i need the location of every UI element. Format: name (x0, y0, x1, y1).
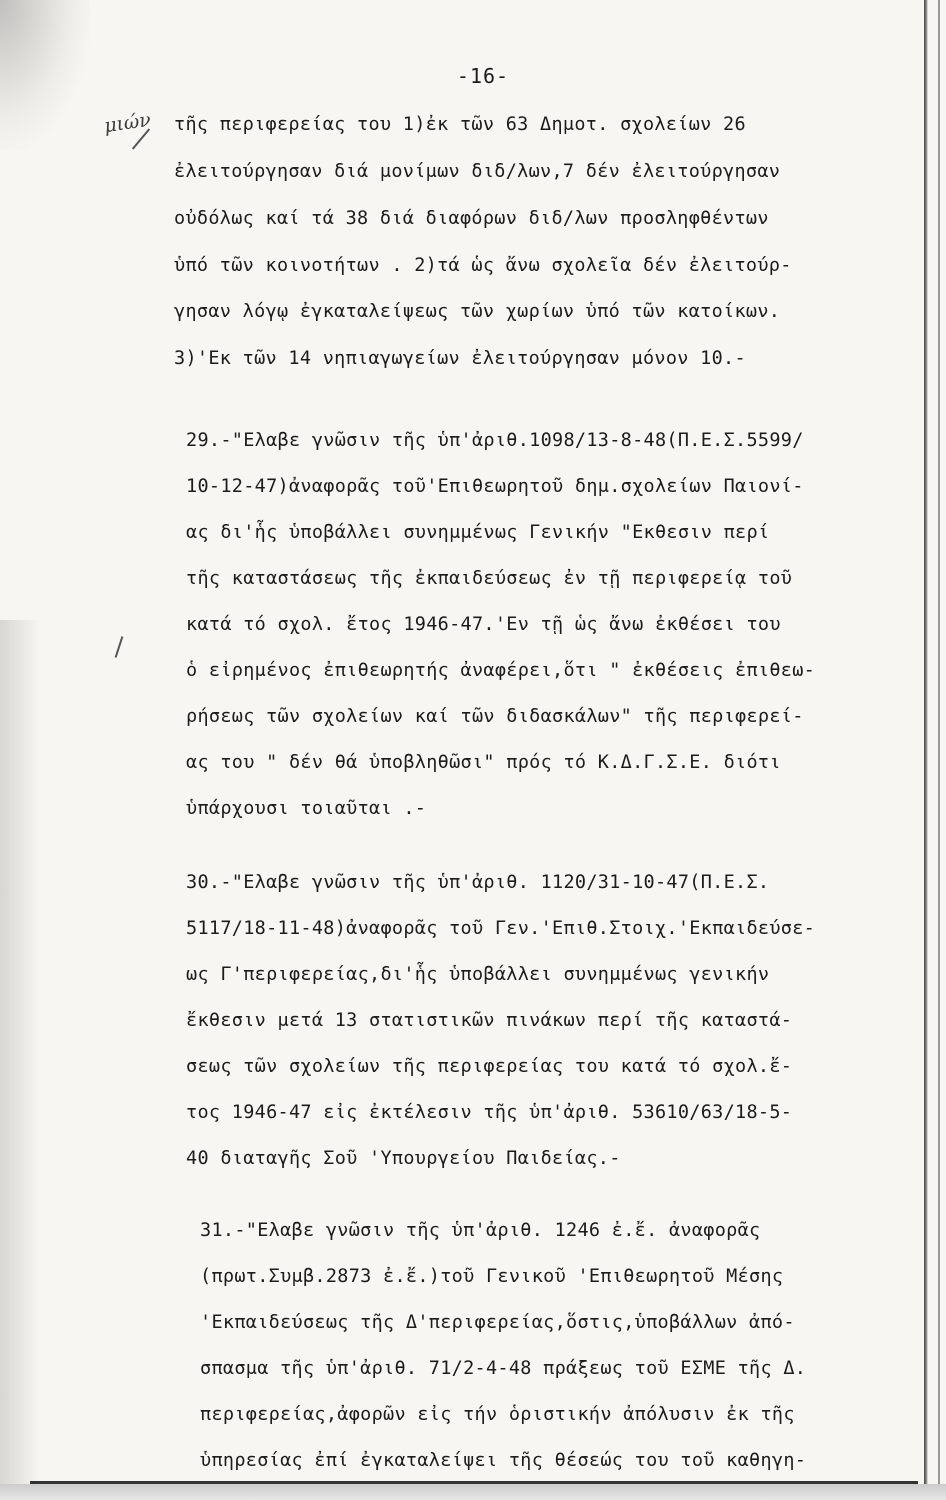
text-line: 31.-"Ελαβε γνῶσιν τῆς ὑπ'ἀριθ. 1246 ἐ.ἔ. ἀναφορᾶς (200, 1220, 761, 1241)
binding-edge (924, 0, 928, 1500)
text-line: ἔκθεσιν μετά 13 στατιστικῶν πινάκων περί τῆς καταστά- (186, 1010, 793, 1031)
text-line: τος 1946-47 εἰς ἐκτέλεσιν τῆς ὑπ'ἀριθ. 53610/63/18-5- (186, 1102, 793, 1123)
text-line: περιφερείας,ἀφορῶν εἰς τήν ὁριστικήν ἀπόλυσιν ἐκ τῆς (200, 1404, 795, 1425)
text-line: 30.-"Ελαβε γνῶσιν τῆς ὑπ'ἀριθ. 1120/31-10-47(Π.Ε.Σ. (186, 872, 770, 893)
text-line: ρήσεως τῶν σχολείων καί τῶν διδασκάλων" τῆς περιφερεί- (186, 706, 804, 727)
page-number: -16- (456, 64, 510, 88)
text-line: τῆς περιφερείας του 1)ἐκ τῶν 63 Δημοτ. σχολείων 26 (174, 114, 746, 135)
text-line: 40 διαταγῆς Σοῦ 'Υπουργείου Παιδείας.- (186, 1148, 621, 1169)
text-line: ὁ εἰρημένος ἐπιθεωρητής ἀναφέρει,ὅτι " ἐκθέσεις ἐπιθεω- (186, 660, 816, 681)
text-line: ὑπάρχουσι τοιαῦται .- (186, 798, 427, 819)
text-line: ας δι'ἧς ὑποβάλλει συνημμένως Γενικήν "Εκθεσιν περί (186, 522, 770, 543)
text-line: σπασμα τῆς ὑπ'ἀριθ. 71/2-4-48 πράξεως τοῦ ΕΣΜΕ τῆς Δ. (200, 1358, 807, 1379)
text-line: 29.-"Ελαβε γνῶσιν τῆς ὑπ'ἀριθ.1098/13-8-48(Π.Ε.Σ.5599/ (186, 430, 804, 451)
scan-shadow (0, 620, 40, 1500)
text-line: ας του " δέν θά ὑποβληθῶσι" πρός τό Κ.Δ.Γ.Σ.Ε. διότι (186, 752, 781, 773)
page-bottom-edge (30, 1481, 918, 1484)
text-line: ὑπηρεσίας ἐπί ἐγκαταλείψει τῆς θέσεώς του τοῦ καθηγη- (200, 1450, 807, 1471)
text-line: ως Γ'περιφερείας,δι'ἧς ὑποβάλλει συνημμένως γενικήν (186, 964, 770, 985)
text-line: γησαν λόγῳ ἐγκαταλείψεως τῶν χωρίων ὑπό τῶν κατοίκων. (174, 301, 781, 322)
binding-edge-outer (938, 0, 940, 1500)
text-line: 5117/18-11-48)ἀναφορᾶς τοῦ Γεν.'Επιθ.Στοιχ.'Εκπαιδεύσε- (186, 918, 816, 939)
text-line: οὐδόλως καί τά 38 διά διαφόρων διδ/λων προσληφθέντων (174, 208, 769, 229)
text-line: 3)'Εκ τῶν 14 νηπιαγωγείων ἐλειτούργησαν μόνον 10.- (174, 348, 746, 369)
text-line: 10-12-47)ἀναφορᾶς τοῦ'Επιθεωρητοῦ δημ.σχολείων Παιονί- (186, 476, 804, 497)
text-line: σεως τῶν σχολείων τῆς περιφερείας του κατά τό σχολ.ἔ- (186, 1056, 793, 1077)
text-line: κατά τό σχολ. ἔτος 1946-47.'Εν τῇ ὡς ἄνω ἐκθέσει του (186, 614, 781, 635)
page-bottom-shade (0, 1484, 946, 1500)
text-line: ὑπό τῶν κοινοτήτων . 2)τά ὡς ἄνω σχολεῖα δέν ἐλειτούρ- (174, 255, 792, 276)
text-line: ἐλειτούργησαν διά μονίμων διδ/λων,7 δέν ἐλειτούργησαν (174, 161, 781, 182)
text-line: (πρωτ.Συμβ.2873 ἐ.ἔ.)τοῦ Γενικοῦ 'Επιθεωρητοῦ Μέσης (200, 1266, 784, 1287)
text-line: τῆς καταστάσεως τῆς ἐκπαιδεύσεως ἐν τῇ περιφερείᾳ τοῦ (186, 568, 793, 589)
margin-pen-mark (115, 636, 124, 658)
text-line: 'Εκπαιδεύσεως τῆς Δ'περιφερείας,ὅστις,ὑποβάλλων ἀπό- (200, 1312, 795, 1333)
handwritten-margin-note: μιών (102, 108, 153, 138)
